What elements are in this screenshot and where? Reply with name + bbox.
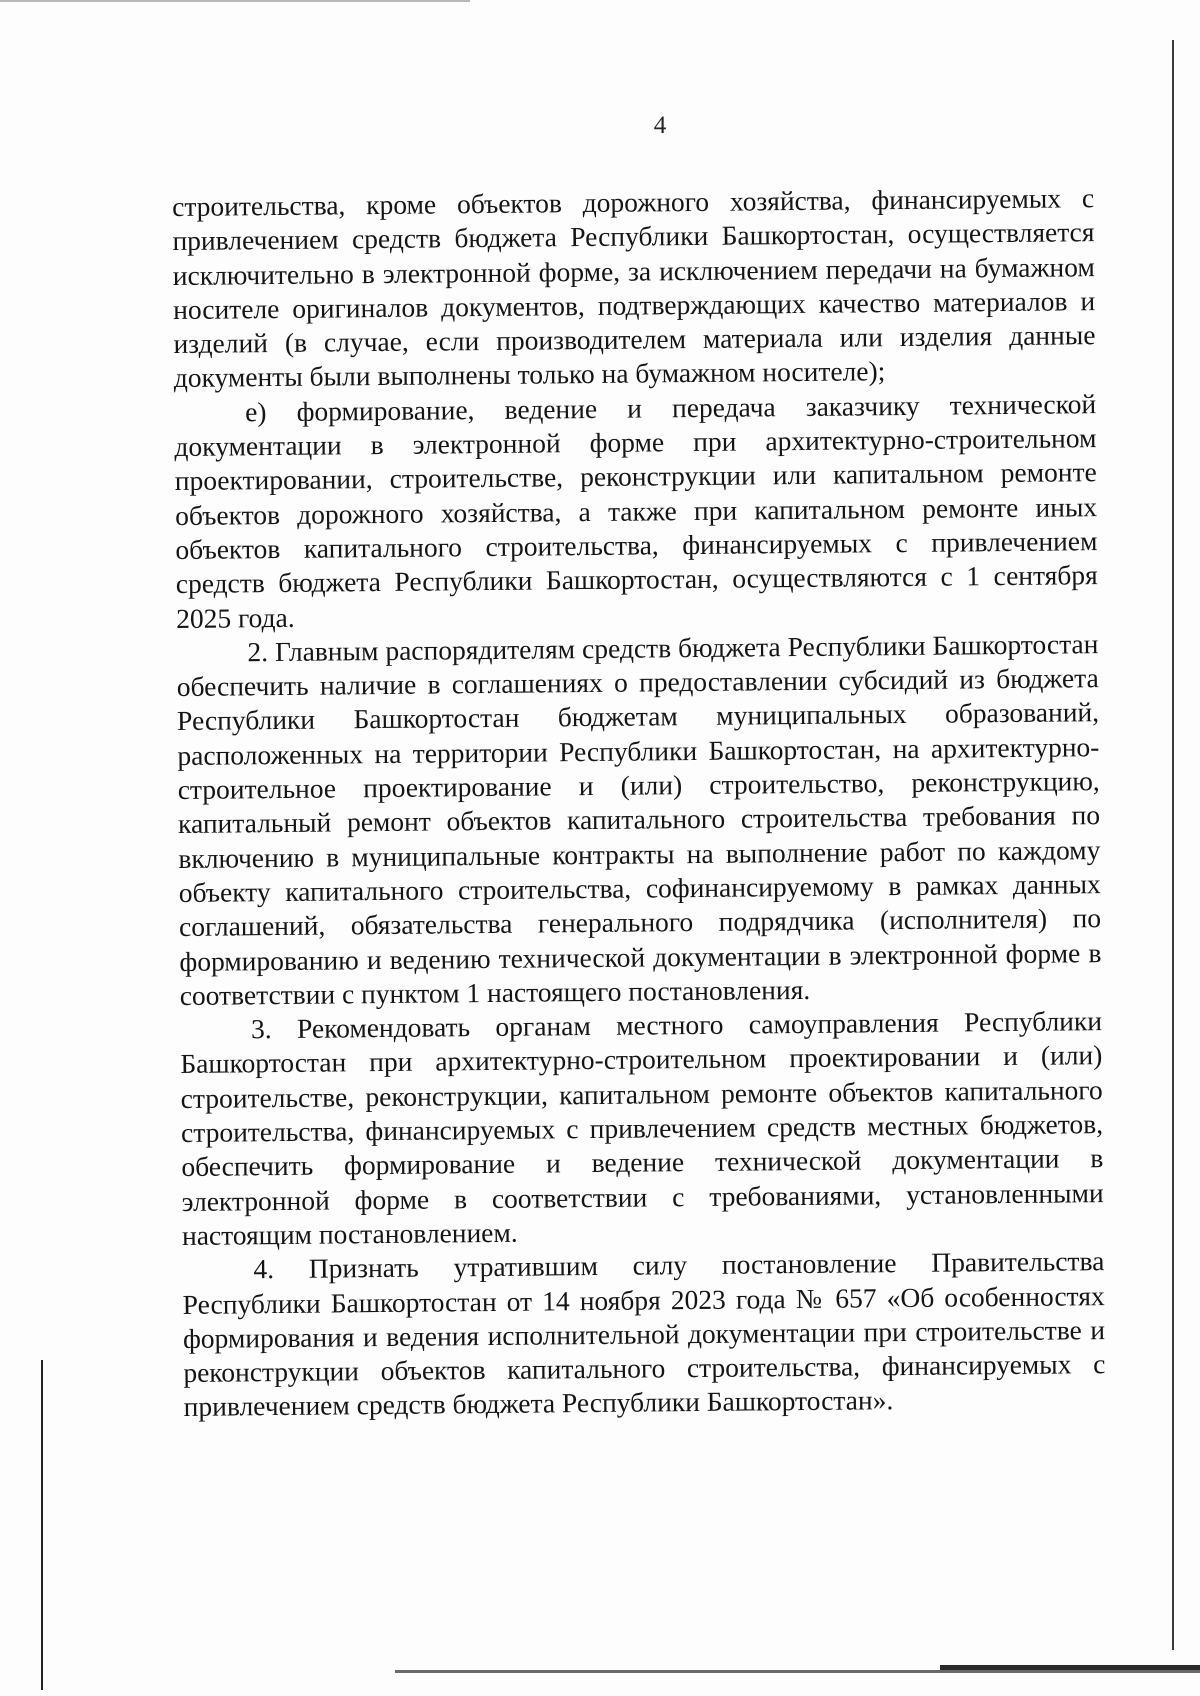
paragraph-item-3: 3. Рекомендовать органам местного самоуправления Республики Башкортостан при архитектурно-строительном проектировании и (или) строительстве, реконструкции, капитальном ремонте объектов капитального строительства, финансируемых с привлечением средств местных бюджетов, обеспечить формирование и ведение технической документации в электронной форме в соответствии с требованиями, установленными настоящим постановлением. [180,1005,1104,1251]
scan-edge-bottom [395,1670,1200,1673]
scan-edge-left [41,1360,43,1690]
paragraph-item-e: е) формирование, ведение и передача заказчику технической документации в электронной форме при архитектурно-строительном проектировании, строительстве, реконструкции или капитальном ремонте объектов дорожного хозяйства, а также при капитальном ремонте иных объектов капитального строительства, финансируемых с привлечением средств бюджета Республики Башкортостан, осуществляются с 1 сентября 2025 года. [174,387,1098,634]
paragraph-item-4: 4. Признать утратившим силу постановление Правительства Республики Башкортостан от 14 ноября 2023 года № 657 «Об особенностях формирования и ведения исполнительной документации при строительстве и реконструкции объектов капитального строительства, финансируемых с привлечением средств бюджета Республики Башкортостан». [182,1245,1106,1423]
paragraph-continuation: строительства, кроме объектов дорожного хозяйства, финансируемых с привлечением средств бюджета Республики Башкортостан, осуществляется исключительно в электронной форме, за исключением передачи на бумажном носителе оригиналов документов, подтверждающих качество материалов и изделий (в случае, если производителем материала или изделия данные документы были выполнены только на бумажном носителе); [172,182,1096,394]
scan-edge-bottom-shadow [940,1665,1200,1670]
document-body [172,181,1106,1424]
paragraph-item-2: 2. Главным распорядителям средств бюджета Республики Башкортостан обеспечить наличие в соглашениях о предоставлении субсидий из бюджета Республики Башкортостан бюджетам муниципальных образований, расположенных на территории Республики Башкортостан, на архитектурно-строительное проектирование и (или) строительство, реконструкцию, капитальный ремонт объектов капитального строительства требования по включению в муниципальные контракты на выполнение работ по каждому объекту капитального строительства, софинансируемому в рамках данных соглашений, обязательства генерального подрядчика (исполнителя) по формированию и ведению технической документации в электронной форме в соответствии с пунктом 1 настоящего постановления. [176,627,1102,1011]
page-number: 4 [653,112,667,139]
scan-edge-right [1172,40,1174,1650]
scan-edge-top [0,0,470,2]
